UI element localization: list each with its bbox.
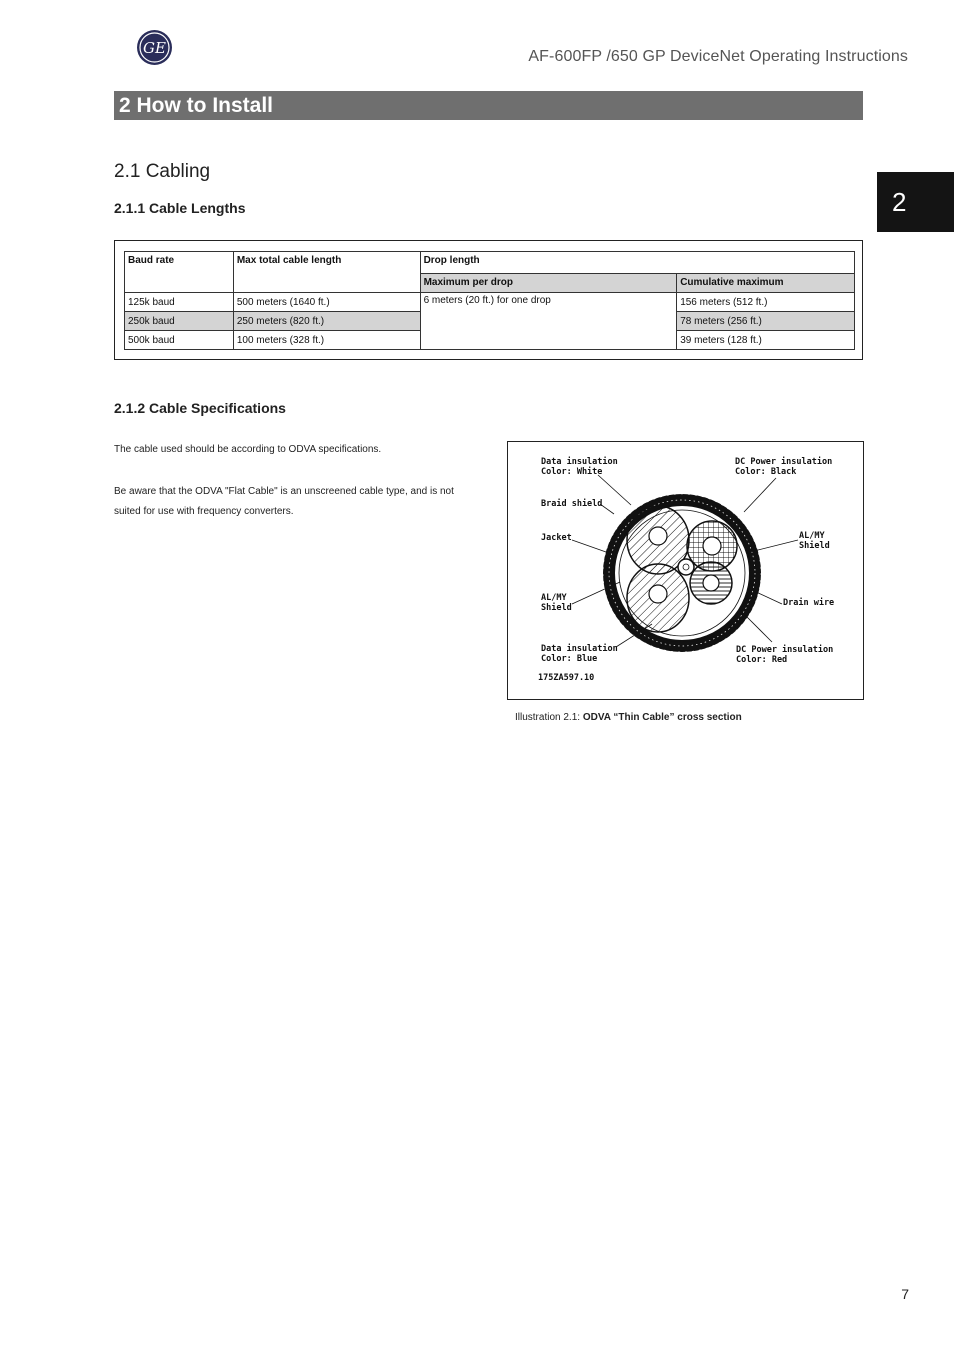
ge-logo xyxy=(136,29,173,66)
document-title: AF-600FP /650 GP DeviceNet Operating Instructions xyxy=(528,48,908,65)
paragraph-flat-cable-line2: suited for use with frequency converters. xyxy=(114,506,294,517)
label-color-white: Color: White xyxy=(541,467,603,477)
table-row xyxy=(125,293,855,312)
label-almy-left: AL/MY xyxy=(541,593,567,603)
cable-length-table xyxy=(124,251,855,350)
label-drain-wire: Drain wire xyxy=(783,598,835,608)
label-braid-shield: Braid shield xyxy=(541,499,603,509)
header-baud-rate: Baud rate xyxy=(125,252,234,293)
caption-prefix: Illustration 2.1: xyxy=(515,712,583,723)
figure-code: 175ZA597.10 xyxy=(538,673,595,683)
label-shield-left: Shield xyxy=(541,603,572,613)
cable-length-table-frame xyxy=(114,240,863,360)
label-color-blue: Color: Blue xyxy=(541,654,598,664)
caption-title: ODVA “Thin Cable” cross section xyxy=(582,712,742,723)
chapter-heading: 2 How to Install xyxy=(114,91,863,120)
cell-max-total: 250 meters (820 ft.) xyxy=(233,312,420,331)
svg-text:GE: GE xyxy=(143,39,166,57)
cable-cross-section-figure xyxy=(507,441,864,700)
header-max-total: Max total cable length xyxy=(233,252,420,293)
figure-caption xyxy=(515,712,742,723)
label-shield-right: Shield xyxy=(799,541,830,551)
cell-cumulative: 78 meters (256 ft.) xyxy=(677,312,855,331)
paragraph-flat-cable-line1: Be aware that the ODVA "Flat Cable" is an unscreened cable type, and is not xyxy=(114,486,454,497)
cell-max-total: 100 meters (328 ft.) xyxy=(233,331,420,350)
cell-per-drop: 6 meters (20 ft.) for one drop xyxy=(420,293,677,350)
section-heading: 2.1 Cabling xyxy=(114,161,211,182)
cell-baud: 500k baud xyxy=(125,331,234,350)
chapter-side-tab: 2 xyxy=(877,172,954,232)
label-data-insulation-white: Data insulation xyxy=(541,457,618,467)
page-number: 7 xyxy=(901,1286,909,1302)
cell-max-total: 500 meters (1640 ft.) xyxy=(233,293,420,312)
label-color-black: Color: Black xyxy=(735,467,797,477)
cell-cumulative: 156 meters (512 ft.) xyxy=(677,293,855,312)
cable-cross-section-diagram xyxy=(508,442,865,701)
label-color-red: Color: Red xyxy=(736,655,788,665)
label-dc-insulation-red: DC Power insulation xyxy=(736,645,834,655)
label-jacket: Jacket xyxy=(541,533,572,543)
header-max-per-drop: Maximum per drop xyxy=(420,273,677,292)
paragraph-odva: The cable used should be according to ODVA specifications. xyxy=(114,444,382,455)
header-cumulative: Cumulative maximum xyxy=(677,273,855,292)
label-almy-right: AL/MY xyxy=(799,531,825,541)
header-drop-length: Drop length xyxy=(420,252,854,274)
cell-cumulative: 39 meters (128 ft.) xyxy=(677,331,855,350)
subsection-heading-cable-lengths: 2.1.1 Cable Lengths xyxy=(114,200,246,216)
cell-baud: 125k baud xyxy=(125,293,234,312)
label-data-insulation-blue: Data insulation xyxy=(541,644,618,654)
cell-baud: 250k baud xyxy=(125,312,234,331)
subsection-heading-cable-specs: 2.1.2 Cable Specifications xyxy=(114,400,286,416)
label-dc-insulation-black: DC Power insulation xyxy=(735,457,833,467)
